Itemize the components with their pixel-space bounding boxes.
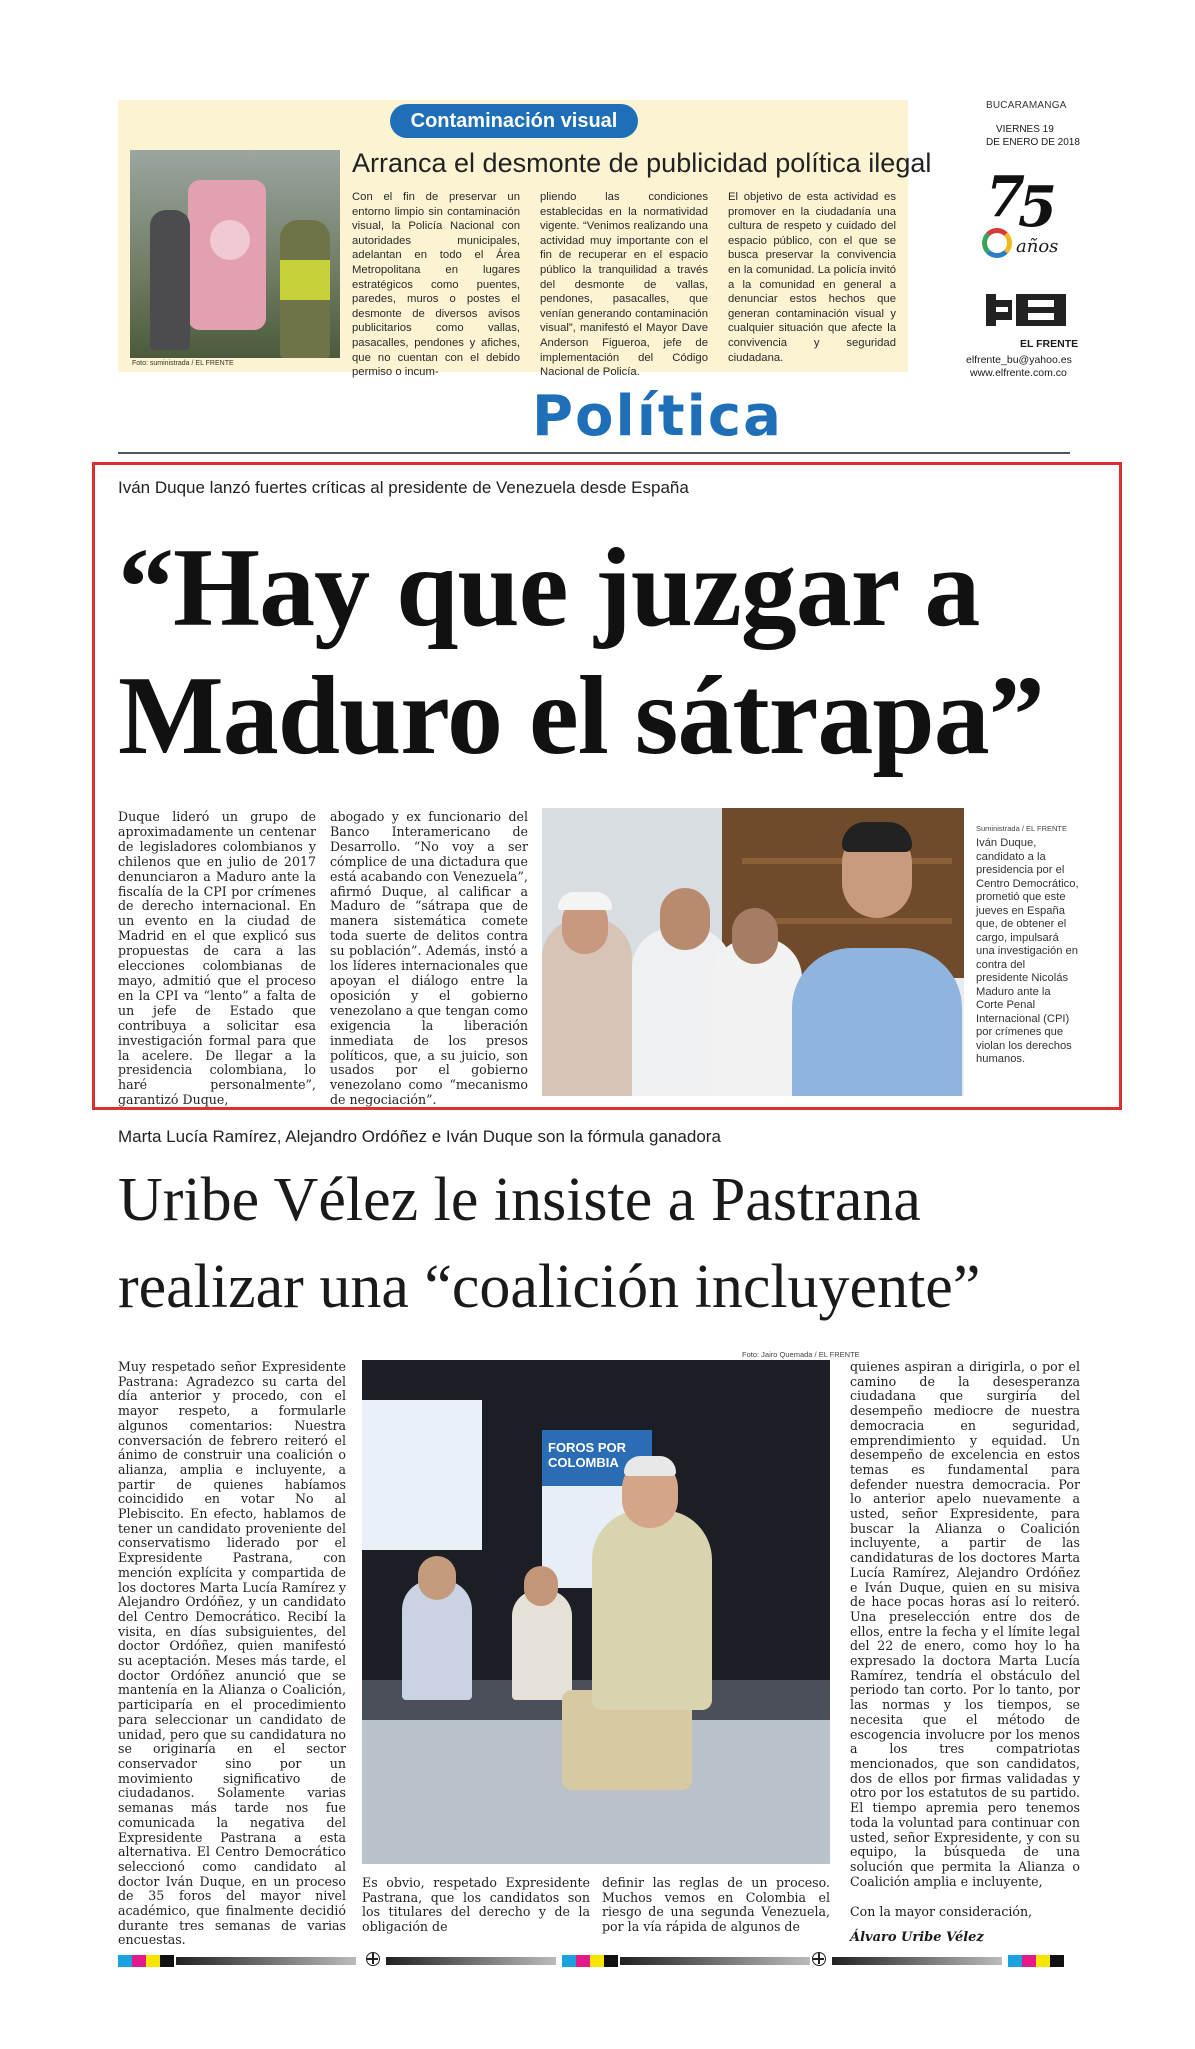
anniversary-digit-7: 7 xyxy=(986,164,1025,230)
top-photo-credit: Foto: suministrada / EL FRENTE xyxy=(132,360,234,367)
registration-mark-icon xyxy=(366,1952,380,1966)
topic-pill: Contaminación visual xyxy=(390,104,638,138)
el-frente-logo xyxy=(986,290,1070,330)
article2-col-4: quienes aspiran a dirigirla, o por el camino de la desesperanza ciudadana que surgiría del desempeño mediocre de nuestra democracia en seguridad, emprendimiento y equidad. Un desempeño de excelencia en estos temas es fundamental para defender nuestra democracia. Por lo anterior apelo nuevamente a usted, señor Expresidente, para buscar la Alianza o Coalición incluyente, a partir de las candidaturas de los doctores Marta Lucía Ramírez, Alejandro Ordóñez e Iván Duque, quien en su misiva de hace pocas horas así lo reiteró. Una preselección entre dos de ellos, entre la fecha y el límite legal del 22 de enero, como hoy lo ha expresado la doctora Marta Lucía Ramírez, tendría el obstáculo del periodo tan corto. Por lo tanto, por las normas y los tiempos, se necesita que el método de escogencia involucre por los menos a los tres compatriotas mencionados, que son candidatos, dos de ellos por firmas validadas y otro por los estatutos de su partido. El tiempo apremia pero tenemos toda la voluntad para continuar con usted, señor Expresidente, y con su equipo, la búsqueda de una solución que permita la Alianza o Coalición amplia e incluyente, xyxy=(850,1359,1080,1889)
paper-website[interactable]: www.elfrente.com.co xyxy=(970,367,1067,379)
paper-name: EL FRENTE xyxy=(1020,338,1079,350)
anniversary-word: años xyxy=(1016,236,1059,257)
article2-kicker: Marta Lucía Ramírez, Alejandro Ordóñez e Iván Duque son la fórmula ganadora xyxy=(118,1127,721,1146)
top-news-headline: Arranca el desmonte de publicidad política ilegal xyxy=(352,148,932,178)
top-news-col-2: pliendo las condiciones establecidas en la normatividad vigente. “Venimos realizando una actividad muy importante con el fin de recuperar en el espacio público la tranquilidad a través del desmonte de vallas, pendones, pasacalles, que venían generando contaminación visual”, manifestó el Mayor Dave Anderson Figueroa, jefe de implementación del Código Nacional de Policía. xyxy=(540,191,708,379)
article1-photo xyxy=(542,808,964,1096)
article1-col-1: Duque lideró un grupo de aproximadamente un centenar de legisladores colombianos y chilenos que en julio de 2017 denunciaron a Maduro ante la fiscalía de la CPI por crímenes de derecho internacional. En un evento en la ciudad de Madrid en el que explicó sus propuestas de cara a las elecciones colombianas de mayo, admitió que el proceso en la CPI va “lento” a falta de un jefe de Estado que contribuya a solicitar esa investigación formal para que la acelere. De llegar a la presidencia colombiana, lo haré personalmente”, garantizó Duque, xyxy=(118,809,316,1108)
section-title: Política xyxy=(532,384,783,449)
article1-headline-line2: Maduro el sátrapa” xyxy=(118,654,1044,778)
masthead-date-line2: DE ENERO DE 2018 xyxy=(986,137,1080,148)
article1-col-2: abogado y ex funcionario del Banco Interamericano de Desarrollo. “No voy a ser cómplice de una dictadura que está acabando con Venezuela”, afirmó Duque, al calificar a Maduro de “sátrapa que de manera sistemática comete toda suerte de delitos contra su población”. Además, instó a los líderes internacionales que apoyan el diálogo entre la oposición y el gobierno venezolano a que tengan como exigencia la liberación inmediata de los presos políticos, que, a su juicio, son usados por el gobierno venezolano como “mecanismo de negociación”. xyxy=(330,809,528,1108)
anniversary-ring-icon xyxy=(982,228,1012,258)
registration-mark-icon xyxy=(812,1952,826,1966)
article1-kicker: Iván Duque lanzó fuertes críticas al presidente de Venezuela desde España xyxy=(118,478,689,497)
article1-photo-credit: Suministrada / EL FRENTE xyxy=(976,824,1067,833)
article1-photo-caption: Iván Duque, candidato a la presidencia por el Centro Democrático, prometió que este jueves en España que, de obtener el cargo, impulsará una investigación en contra del presidente Nicolás Maduro ante la Corte Penal Internacional (CPI) por crímenes que violan los derechos humanos. xyxy=(976,837,1079,1065)
article2-photo-credit: Foto: Jairo Quemada / EL FRENTE xyxy=(742,1350,860,1359)
masthead-date-line1: VIERNES 19 xyxy=(996,124,1054,135)
anniversary-logo xyxy=(980,164,1065,264)
article2-col-2: Es obvio, respetado Expresidente Pastrana, que los candidatos son los titulares del derecho y de la obligación de xyxy=(362,1875,590,1935)
anniversary-digit-5: 5 xyxy=(1018,174,1057,240)
article2-headline-line2: realizar una “coalición incluyente” xyxy=(118,1253,981,1321)
article2-headline-line1: Uribe Vélez le insiste a Pastrana xyxy=(118,1166,921,1234)
forum-banner-text: FOROS POR COLOMBIA xyxy=(548,1440,627,1470)
top-news-photo xyxy=(130,150,340,358)
top-news-col-1: Con el fin de preservar un entorno limpio sin contaminación visual, la Policía Nacional con autoridades municipales, adelantan en todo el Área Metropolitana en lugares estratégicos como puentes, paredes, muros o postes el desmonte de diversos avisos publicitarios como vallas, pasacalles, pendones y afiches, que no cuentan con el debido permiso o incum- xyxy=(352,191,520,379)
masthead-city: BUCARAMANGA xyxy=(986,100,1067,111)
article2-photo xyxy=(362,1360,830,1864)
paper-email[interactable]: elfrente_bu@yahoo.es xyxy=(966,354,1072,366)
article2-signoff: Con la mayor consideración, xyxy=(850,1904,1033,1919)
article2-signature: Álvaro Uribe Vélez xyxy=(850,1930,984,1945)
top-news-col-3: El objetivo de esta actividad es promover en la ciudadanía una cultura de respeto y cuidado del espacio público, con el que se busca preservar la convivencia en la comunidad. La policía invitó a la comunidad en general a denunciar estos hechos que generan contaminación visual y cualquier situación que afecte la convivencia y seguridad ciudadana. xyxy=(728,191,896,364)
section-divider xyxy=(118,452,1070,454)
article2-col-1: Muy respetado señor Expresidente Pastrana: Agradezco su carta del día anterior y procedo, con el mayor respeto, a formularle algunos comentarios: Nuestra conversación de febrero reiteró el ánimo de construir una coalición o alianza, amplia e incluyente, a partir de quienes habíamos coincidido en votar No al Plebiscito. En efecto, hablamos de tener un candidato proveniente del conservatismo liderado por el Expresidente Pastrana, con mención explícita y compartida de los doctores Marta Lucía Ramírez y Alejandro Ordóñez, y un candidato del Centro Democrático. Recibí la visita, en días subsiguientes, del doctor Ordóñez, quien manifestó su aceptación. Meses más tarde, el doctor Ordóñez anunció que se mantenía en la Alianza o Coalición, participaría en el procedimiento para seleccionar un candidato de unidad, pero que su candidatura no se originaría en el sector conservador sino por un movimiento significativo de ciudadanos. Solamente varias semanas más tarde nos fue comunicada la negativa del Expresidente Pastrana a esta alternativa. El Centro Democrático seleccionó como candidato al doctor Iván Duque, en un proceso de 35 foros del mayor nivel académico, que finalmente decidió durante tres semanas de varias encuestas. xyxy=(118,1359,346,1948)
article1-headline-line1: “Hay que juzgar a xyxy=(118,526,980,650)
article2-col-3: definir las reglas de un proceso. Muchos vemos en Colombia el riesgo de una segunda Venezuela, por la vía rápida de algunos de xyxy=(602,1875,830,1935)
